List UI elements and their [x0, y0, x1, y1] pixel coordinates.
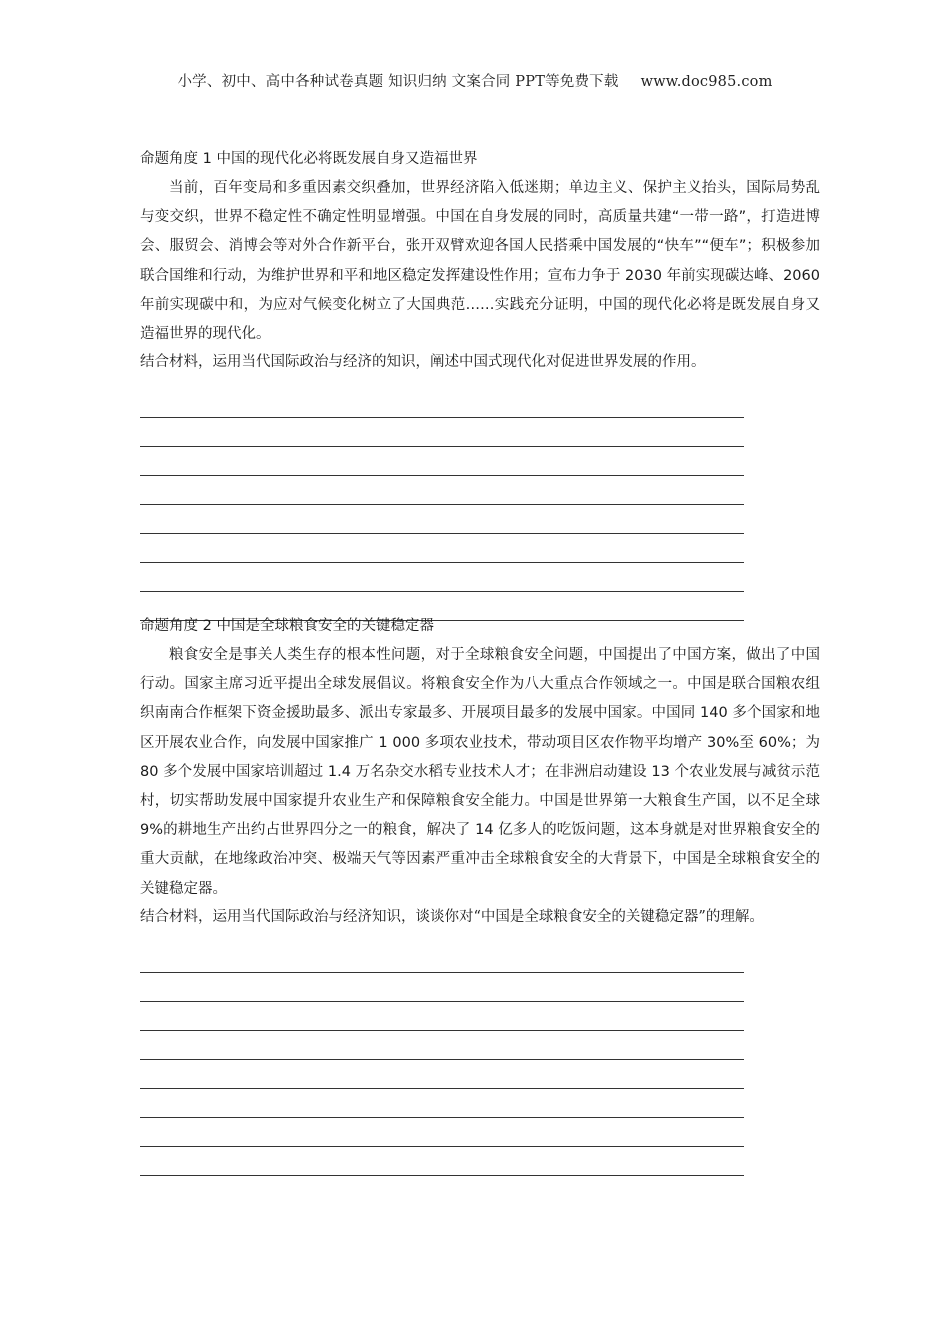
section-1-answer-area[interactable]: [140, 389, 744, 621]
section-1-question: 结合材料，运用当代国际政治与经济的知识，阐述中国式现代化对促进世界发展的作用。: [140, 354, 706, 371]
answer-line[interactable]: [140, 973, 744, 1002]
answer-line[interactable]: [140, 1060, 744, 1089]
section-1-material: 当前，百年变局和多重因素交织叠加，世界经济陷入低迷期；单边主义、保护主义抬头，国际局势乱与变交织，世界不稳定性不确定性明显增强。中国在自身发展的同时，高质量共建“一带一路”，打造进博会、服贸会、消博会等对外合作新平台，张开双臂欢迎各国人民搭乘中国发展的“快车”“便车”；积极参加联合国维和行动，为维护世界和平和地区稳定发挥建设性作用；宣布力争于 2030 年前实现碳达峰、2060 年前实现碳中和，为应对气候变化树立了大国典范……实践充分证明，中国的现代化必将是既发展自身又造福世界的现代化。: [140, 180, 820, 343]
answer-line[interactable]: [140, 418, 744, 447]
answer-line[interactable]: [140, 1002, 744, 1031]
section-2-answer-area[interactable]: [140, 944, 744, 1176]
answer-line[interactable]: [140, 447, 744, 476]
header-site-url: www.doc985.com: [640, 74, 773, 90]
section-2-material: 粮食安全是事关人类生存的根本性问题，对于全球粮食安全问题，中国提出了中国方案，做出了中国行动。国家主席习近平提出全球发展倡议。将粮食安全作为八大重点合作领域之一。中国是联合国粮农组织南南合作框架下资金援助最多、派出专家最多、开展项目最多的发展中国家。中国同 140 多个国家和地区开展农业合作，向发展中国家推广 1 000 多项农业技术，带动项目区农作物平均增产 30%至 60%；为 80 多个发展中国家培训超过 1.4 万名杂交水稻专业技术人才；在非洲启动建设 13 个农业发展与减贫示范村，切实帮助发展中国家提升农业生产和保障粮食安全能力。中国是世界第一大粮食生产国，以不足全球 9%的耕地生产出约占世界四分之一的粮食，解决了 14 亿多人的吃饭问题，这本身就是对世界粮食安全的重大贡献，在地缘政治冲突、极端天气等因素严重冲击全球粮食安全的大背景下，中国是全球粮食安全的关键稳定器。: [140, 647, 820, 897]
answer-line[interactable]: [140, 1147, 744, 1176]
answer-line[interactable]: [140, 1031, 744, 1060]
answer-line[interactable]: [140, 563, 744, 592]
answer-line[interactable]: [140, 1118, 744, 1147]
section-1-title: 命题角度 1 中国的现代化必将既发展自身又造福世界: [140, 151, 478, 167]
answer-line[interactable]: [140, 944, 744, 973]
section-angle-1: [140, 148, 820, 621]
page-header: [0, 70, 950, 91]
answer-line[interactable]: [140, 476, 744, 505]
answer-line[interactable]: [140, 1089, 744, 1118]
header-text: 小学、初中、高中各种试卷真题 知识归纳 文案合同 PPT等免费下载: [177, 74, 619, 90]
answer-line[interactable]: [140, 505, 744, 534]
answer-line[interactable]: [140, 534, 744, 563]
answer-line[interactable]: [140, 389, 744, 418]
section-angle-2: [140, 615, 820, 1176]
section-2-question: 结合材料，运用当代国际政治与经济知识，谈谈你对“中国是全球粮食安全的关键稳定器”的理解。: [140, 908, 764, 925]
section-2-title: 命题角度 2 中国是全球粮食安全的关键稳定器: [140, 618, 434, 634]
